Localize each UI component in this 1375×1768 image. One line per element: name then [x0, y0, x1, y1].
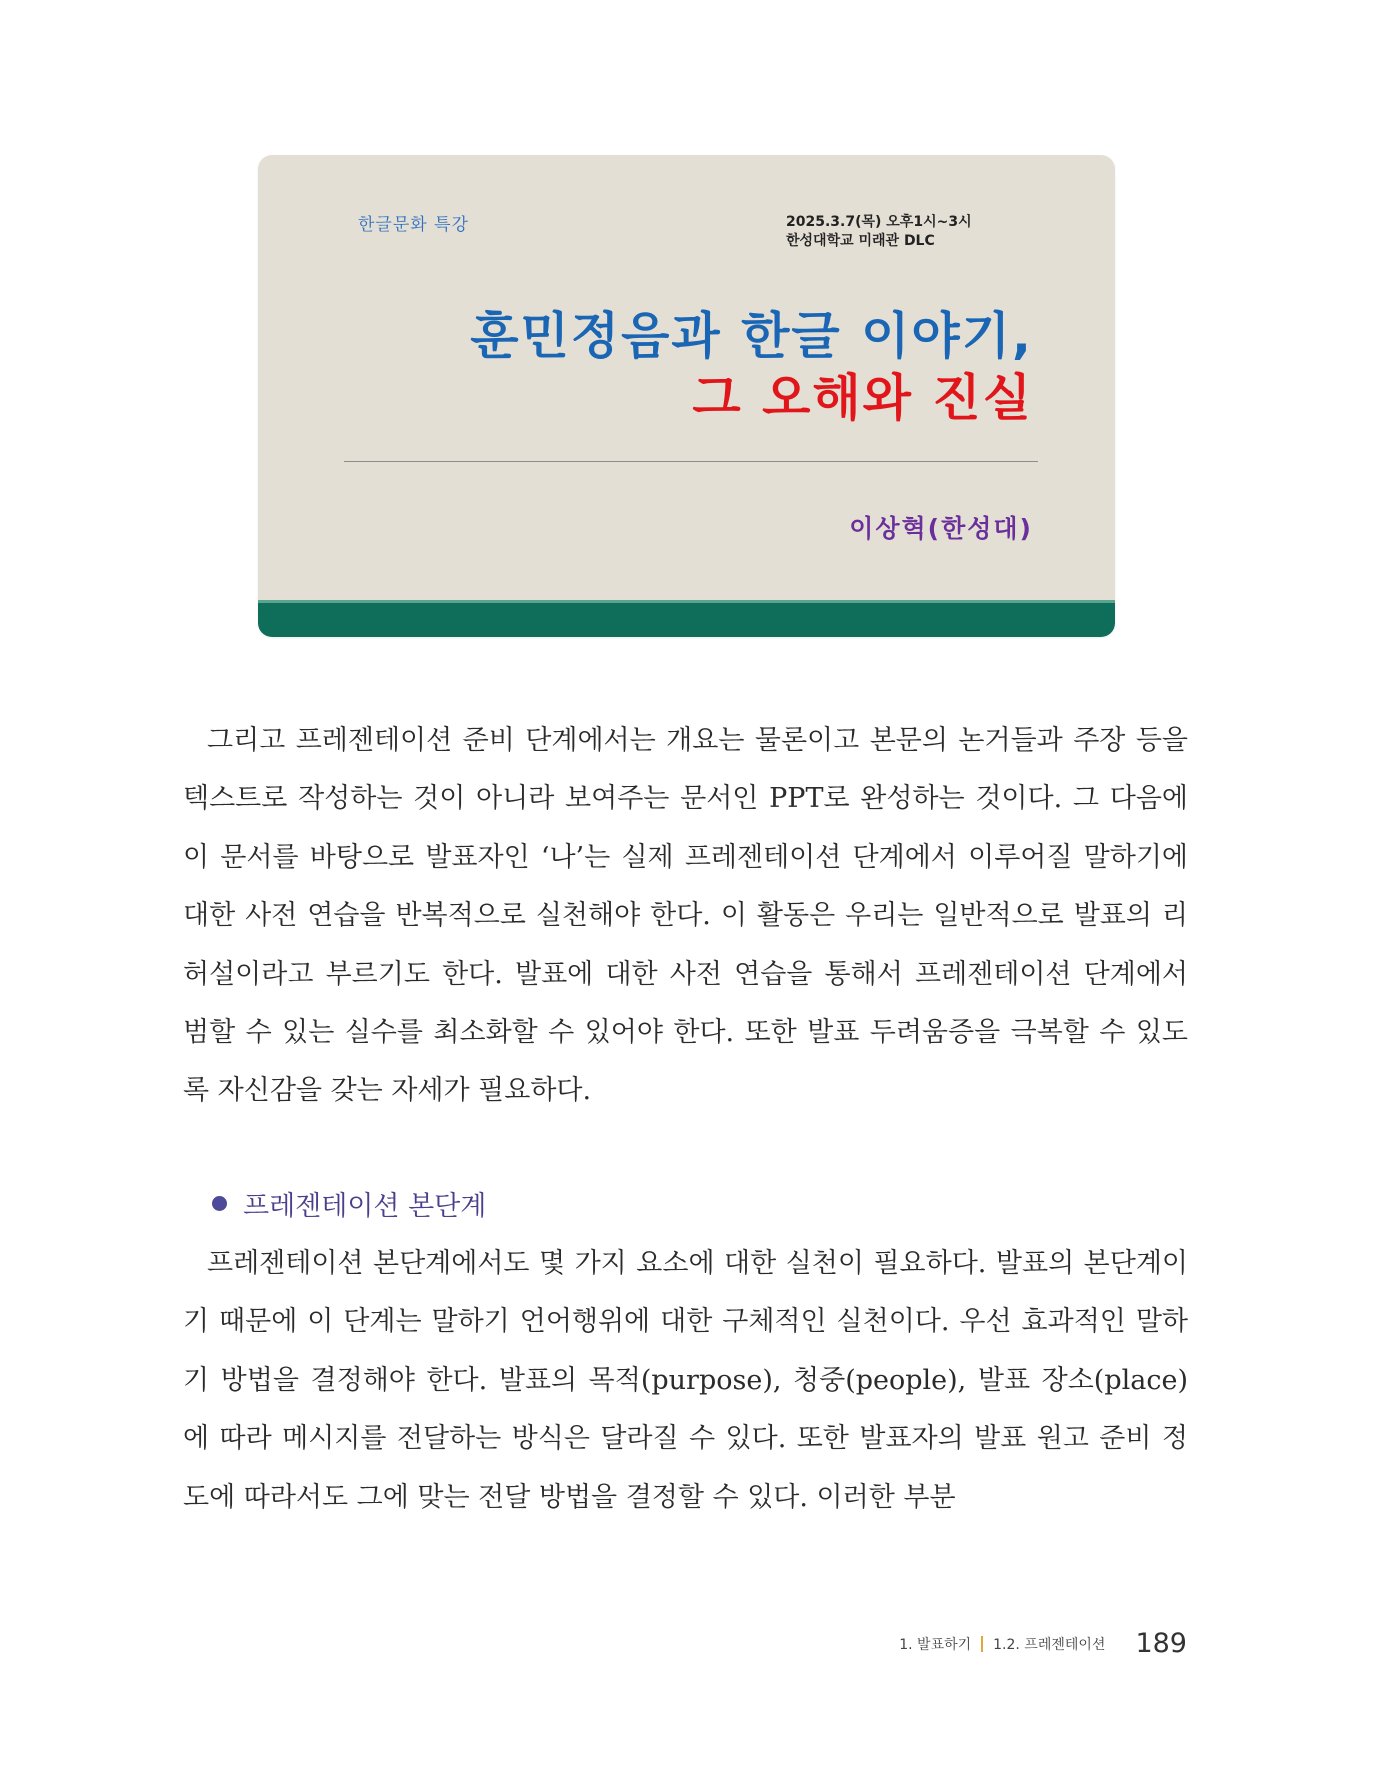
- slide-title-line2: 그 오해와 진실: [692, 369, 1033, 427]
- slide-bottom-band: [258, 600, 1115, 637]
- slide-venue: 한성대학교 미래관 DLC: [786, 233, 935, 249]
- footer-section: 1.2. 프레젠테이션: [993, 1636, 1106, 1653]
- body-paragraph-1: 그리고 프레젠테이션 준비 단계에서는 개요는 물론이고 본문의 논거들과 주장 등을 텍스트로 작성하는 것이 아니라 보여주는 문서인 PPT로 완성하는 것이다. 그 다음에 이 문서를 바탕으로 발표자인 ‘나’는 실제 프레젠테이션 단계에서 이루어질 말하기에 대한 사전 연습을 반복적으로 실천해야 한다. 이 활동은 우리는 일반적으로 발표의 리허설이라고 부르기도 한다. 발표에 대한 사전 연습을 통해서 프레젠테이션 단계에서 범할 수 있는 실수를 최소화할 수 있어야 한다. 또한 발표 두려움증을 극복할 수 있도록 자신감을 갖는 자세가 필요하다.: [183, 725, 1188, 1107]
- page-number: 189: [1135, 1628, 1187, 1659]
- slide-meta: [786, 213, 972, 251]
- slide-datetime: 2025.3.7(목) 오후1시~3시: [786, 214, 972, 230]
- slide-course-label: 한글문화 특강: [358, 215, 469, 235]
- slide-author: 이상혁(한성대): [849, 514, 1033, 543]
- slide-title: [470, 305, 1033, 429]
- section-heading-text: 프레젠테이션 본단계: [243, 1191, 487, 1222]
- footer-separator: [981, 1636, 983, 1652]
- page-footer: [899, 1628, 1187, 1659]
- slide-divider: [344, 461, 1038, 462]
- lecture-slide: [258, 155, 1115, 637]
- section-heading: [212, 1184, 486, 1223]
- body-paragraph-2: 프레젠테이션 본단계에서도 몇 가지 요소에 대한 실천이 필요하다. 발표의 본단계이기 때문에 이 단계는 말하기 언어행위에 대한 구체적인 실천이다. 우선 효과적인 말하기 방법을 결정해야 한다. 발표의 목적(purpose), 청중(people), 발표 장소(place)에 따라 메시지를 전달하는 방식은 달라질 수 있다. 또한 발표자의 발표 원고 준비 정도에 따라서도 그에 맞는 전달 방법을 결정할 수 있다. 이러한 부분: [183, 1248, 1188, 1513]
- footer-chapter: 1. 발표하기: [899, 1636, 972, 1653]
- slide-title-line1: 훈민정음과 한글 이야기,: [470, 307, 1033, 365]
- bullet-icon: [212, 1196, 227, 1211]
